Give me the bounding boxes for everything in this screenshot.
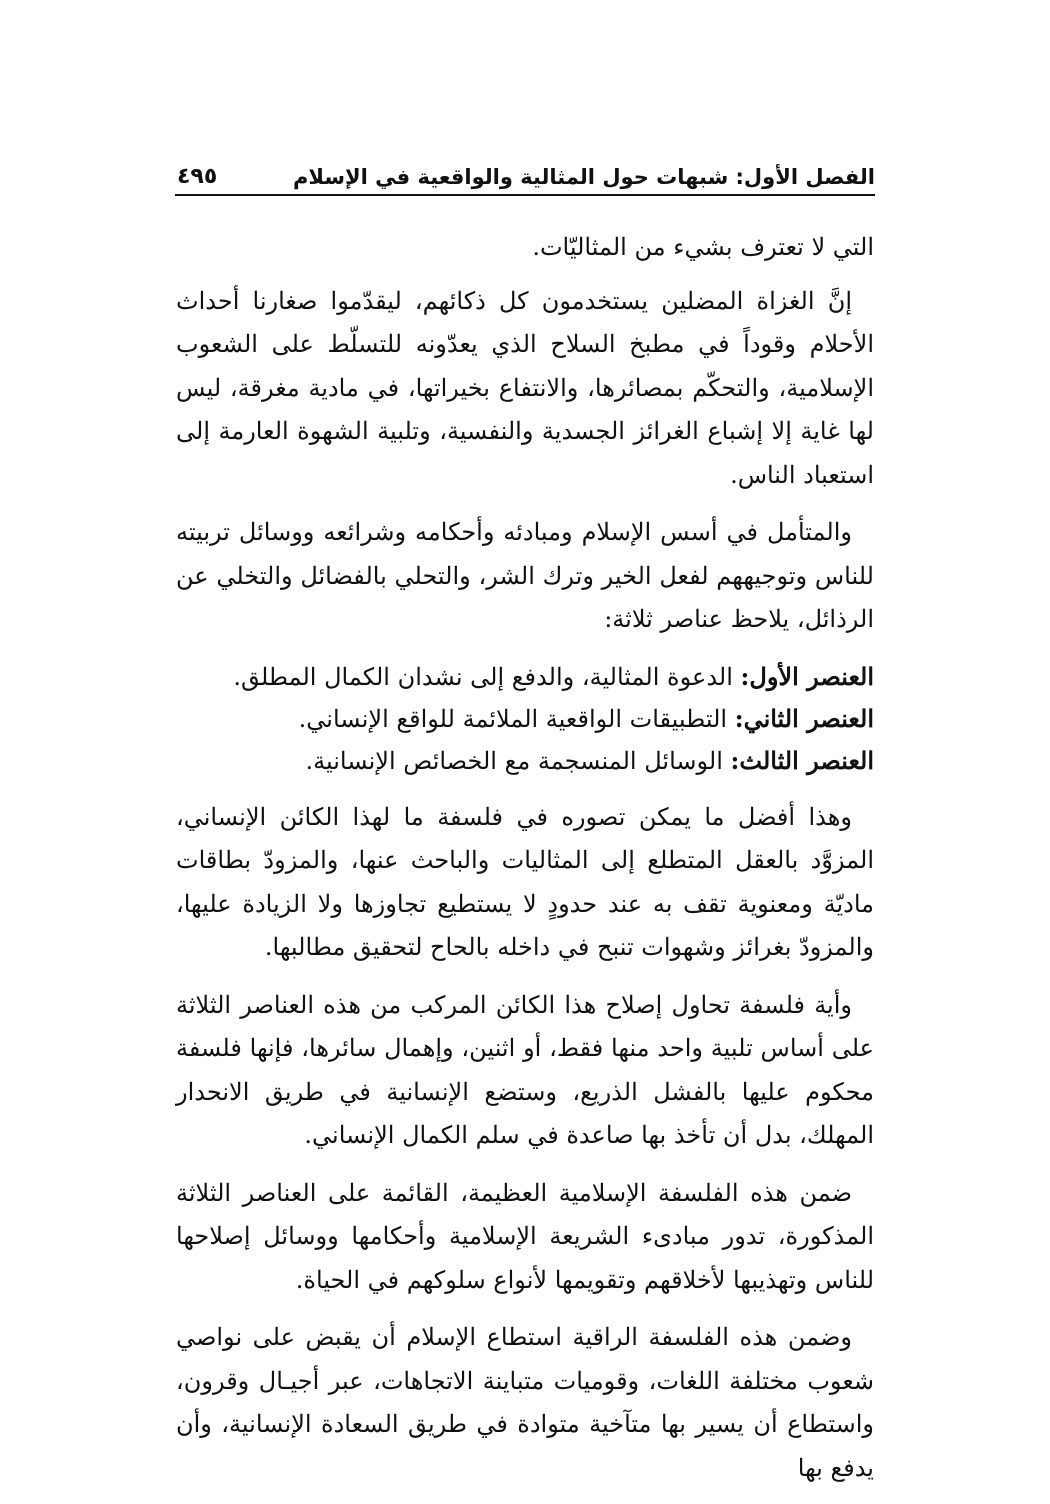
element-three-label: العنصر الثالث: (730, 745, 874, 775)
element-two-label: العنصر الثاني: (734, 703, 874, 733)
paragraph-best-philosophy: وهذا أفضل ما يمكن تصوره في فلسفة ما لهذا الكائن الإنساني، المزوَّد بالعقل المتطلع إلى المثاليات والباحث عنها، والمزودّ بطاقات ماديّة ومعنوية تقف به عند حدودٍ لا يستطيع تجاوزها ولا الزيادة عليها، والمزودّ بغرائز وشهوات تنبح في داخله بالحاح لتحقيق مطالبها. (176, 802, 874, 961)
page-body (176, 226, 874, 1504)
paragraph-islam-achievement: وضمن هذه الفلسفة الراقية استطاع الإسلام أن يقبض على نواصي شعوب مختلفة اللغات، وقوميات متباينة الاتجاهات، عبر أجيـال وقرون، واستطاع أن يسير بها متآخية متوادة في طريق السعادة الإنسانية، وأن يدفع بها (176, 1323, 874, 1482)
page-number: ٤٩٥ (177, 164, 218, 189)
element-one (176, 656, 874, 698)
three-elements-list (176, 656, 874, 782)
element-three (176, 740, 874, 782)
running-header (175, 158, 875, 196)
element-one-label: العنصر الأول: (740, 661, 874, 691)
paragraph-contemplation: والمتأمل في أسس الإسلام ومبادئه وأحكامه وشرائعه ووسائل تربيته للناس وتوجيههم لفعل الخير وترك الشر، والتحلي بالفضائل والتخلي عن الرذائل، يلاحظ عناصر ثلاثة: (176, 518, 874, 633)
element-two (176, 698, 874, 740)
continued-line: التي لا تعترف بشيء من المثاليّات. (532, 233, 874, 261)
element-three-text: الوسائل المنسجمة مع الخصائص الإنسانية. (305, 746, 731, 775)
element-one-text: الدعوة المثالية، والدفع إلى نشدان الكمال المطلق. (233, 662, 741, 691)
paragraph-islamic-philosophy: ضمن هذه الفلسفة الإسلامية العظيمة، القائمة على العناصر الثلاثة المذكورة، تدور مبادىء الشريعة الإسلامية وأحكامها ووسائل إصلاحها للناس وتهذيبها لأخلاقهم وتقويمها لأنواع سلوكهم في الحياة. (176, 1178, 874, 1294)
paragraph-failed-philosophy: وأية فلسفة تحاول إصلاح هذا الكائن المركب من هذه العناصر الثلاثة على أساس تلبية واحد منها فقط، أو اثنين، وإهمال سائرها، فإنها فلسفة محكوم عليها بالفشل الذريع، وستضع الإنسانية في طريق الانحدار المهلك، بدل أن تأخذ بها صاعدة في سلم الكمال الإنساني. (176, 990, 875, 1149)
element-two-text: التطبيقات الواقعية الملائمة للواقع الإنساني. (298, 704, 735, 733)
paragraph-invaders: إنَّ الغزاة المضلين يستخدمون كل ذكائهم، ليقدّموا صغارنا أحداث الأحلام وقوداً في مطبخ السلاح الذي يعدّونه للتسلّط على الشعوب الإسلامية، والتحكّم بمصائرها، والانتفاع بخيراتها، في مادية مغرقة، ليس لها غاية إلا إشباع الغرائز الجسدية والنفسية، وتلبية الشهوة العارمة إلى استعباد الناس. (176, 286, 874, 489)
chapter-title: الفصل الأول: شبهات حول المثالية والواقعية في الإسلام (293, 165, 875, 189)
